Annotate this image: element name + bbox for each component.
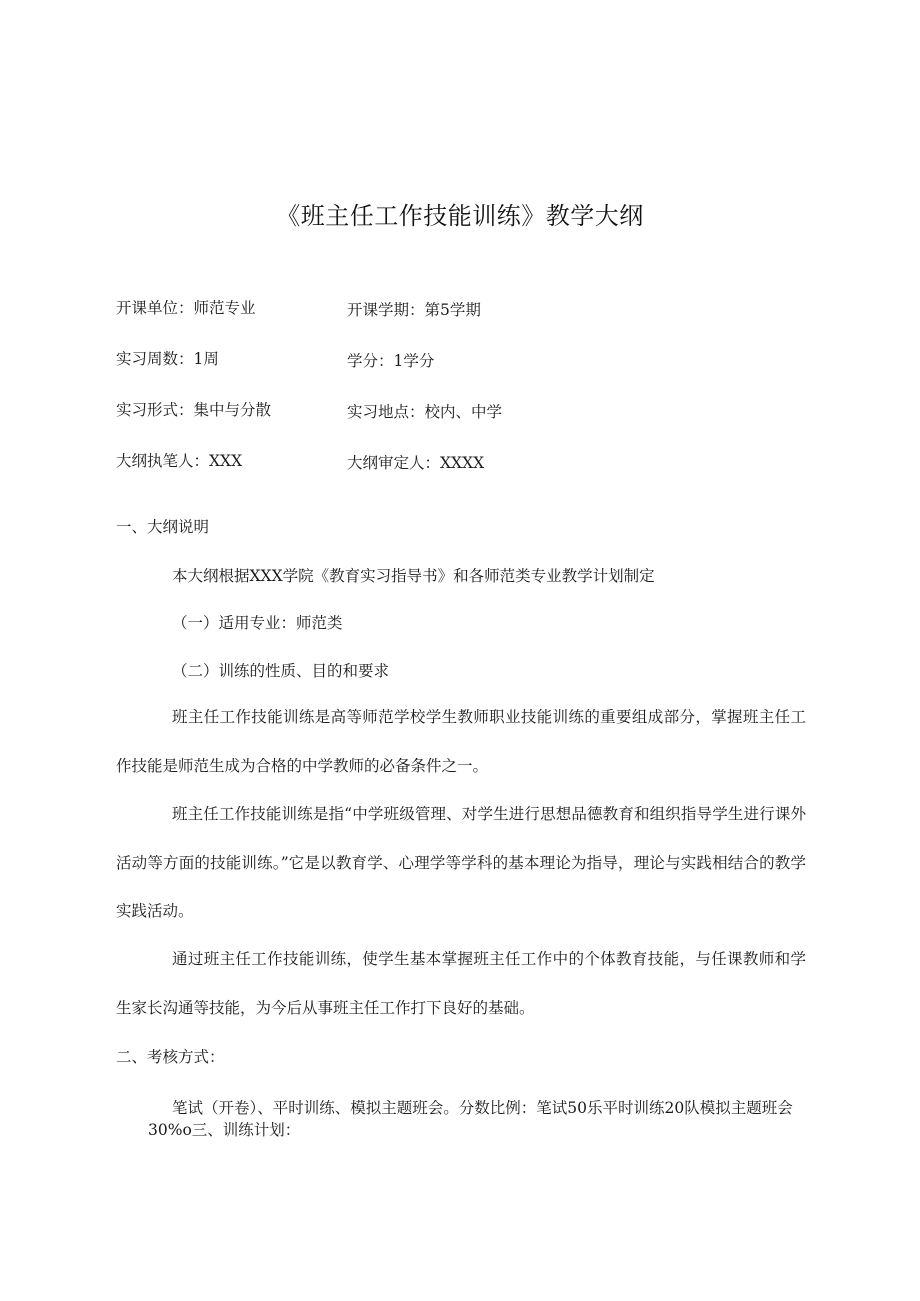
assessment-content: 笔试（开卷）、平时训练、模拟主题班会。分数比例：笔试50乐平时训练20队模拟主题班会30%o三、训练计划： [148, 1099, 793, 1139]
paragraph-importance: 班主任工作技能训练是高等师范学校学生教师职业技能训练的重要组成部分，掌握班主任工作技能是师范生成为合格的中学教师的必备条件之一。 [116, 708, 806, 775]
meta-unit: 开课单位：师范专业 [116, 299, 256, 317]
meta-location: 实习地点：校内、中学 [347, 403, 503, 421]
training-nature-heading: （二）训练的性质、目的和要求 [172, 662, 390, 680]
applicable-major: （一）适用专业：师范类 [172, 614, 343, 632]
paragraph-definition: 班主任工作技能训练是指“中学班级管理、对学生进行思想品德教育和组织指导学生进行课外活动等方面的技能训练。”它是以教育学、心理学等学科的基本理论为指导，理论与实践相结合的教学实践活动。 [116, 805, 806, 920]
section-heading-assessment: 二、考核方式： [116, 1048, 225, 1066]
meta-form: 实习形式：集中与分散 [116, 401, 272, 419]
outline-basis: 本大纲根据XXX学院《教育实习指导书》和各师范类专业教学计划制定 [172, 567, 655, 585]
meta-weeks: 实习周数：1周 [116, 350, 219, 368]
meta-credits: 学分：1学分 [347, 352, 435, 370]
document-title: 《班主任工作技能训练》教学大纲 [276, 202, 644, 230]
meta-semester: 开课学期：第5学期 [347, 301, 481, 319]
section-heading-outline: 一、大纲说明 [116, 518, 210, 536]
meta-author: 大纲执笔人：XXX [116, 452, 243, 470]
meta-reviewer: 大纲审定人：XXXX [347, 454, 485, 472]
paragraph-goal: 通过班主任工作技能训练，使学生基本掌握班主任工作中的个体教育技能，与任课教师和学生家长沟通等技能，为今后从事班主任工作打下良好的基础。 [116, 950, 806, 1017]
